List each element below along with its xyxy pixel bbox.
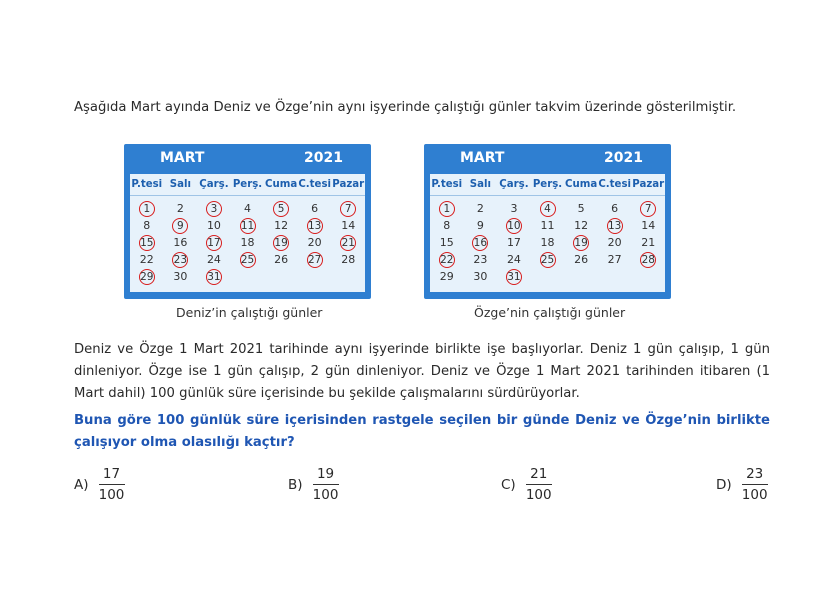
day-number: 30 [173, 270, 188, 283]
calendar-year: 2021 [604, 150, 643, 166]
day-cell [231, 234, 265, 251]
weekday-header-row [430, 174, 665, 196]
day-cell-circled [531, 251, 565, 268]
day-number: 10 [206, 219, 221, 232]
option-letter: A) [74, 476, 89, 493]
day-number: 12 [574, 219, 589, 232]
weekday-label: Çarş. [499, 179, 529, 190]
day-cell [564, 200, 598, 217]
option-letter: D) [716, 476, 732, 493]
day-number: 6 [611, 202, 619, 215]
calendar-grid [130, 174, 365, 292]
day-cell [497, 234, 531, 251]
option-fraction [99, 466, 125, 503]
fraction-numerator: 23 [746, 466, 764, 482]
weekday-label: Çarş. [199, 179, 229, 190]
day-number: 6 [311, 202, 319, 215]
day-number: 24 [506, 253, 521, 266]
day-number: 29 [439, 270, 454, 283]
day-cell-circled [298, 217, 332, 234]
weekday-label: Salı [169, 179, 191, 190]
calendar-year: 2021 [304, 150, 343, 166]
day-number: 10 [507, 220, 521, 232]
day-cell [564, 217, 598, 234]
day-cell-circled [331, 200, 365, 217]
day-number: 2 [176, 202, 184, 215]
day-number: 20 [307, 236, 322, 249]
day-cell [531, 217, 565, 234]
day-cell [298, 234, 332, 251]
day-number: 8 [143, 219, 151, 232]
day-number: 9 [476, 219, 484, 232]
calendar-header [124, 150, 371, 168]
day-number: 19 [274, 237, 288, 249]
question-text: Buna göre 100 günlük süre içerisinden rastgele seçilen bir günde Deniz ve Özge’nin birlikte çalışıyor olma olasılığı kaçtır? [74, 413, 770, 450]
option-letter: C) [501, 476, 516, 493]
day-cell-circled [197, 200, 231, 217]
calendar-week-row [130, 217, 365, 234]
calendar-week-row [430, 200, 665, 217]
weekday-label: Perş. [232, 179, 263, 190]
day-number: 2 [476, 202, 484, 215]
day-cell-circled [231, 251, 265, 268]
day-cell [497, 251, 531, 268]
day-cell-circled [130, 268, 164, 285]
day-number: 14 [641, 219, 656, 232]
day-number: 16 [173, 236, 188, 249]
option-fraction [742, 466, 768, 503]
day-cell [430, 217, 464, 234]
day-cell [164, 234, 198, 251]
day-cell [497, 200, 531, 217]
weekday-label: C.tesi [598, 179, 632, 190]
day-cell-circled [331, 234, 365, 251]
day-cell [430, 234, 464, 251]
option-d[interactable] [716, 466, 768, 503]
day-cell-circled [231, 217, 265, 234]
calendar-week-row [130, 234, 365, 251]
day-cell-circled [631, 251, 665, 268]
weekday-header-row [130, 174, 365, 196]
day-number: 4 [540, 201, 556, 217]
weekday-label: C.tesi [298, 179, 332, 190]
day-number: 22 [440, 254, 454, 266]
option-a[interactable] [74, 466, 125, 503]
day-cell-circled [130, 234, 164, 251]
fraction-numerator: 17 [102, 466, 121, 482]
weekday-label: Cuma [264, 179, 298, 190]
day-cell [197, 251, 231, 268]
calendar-week-row [130, 200, 365, 217]
day-cell [130, 217, 164, 234]
day-number: 7 [340, 201, 356, 217]
day-number: 15 [140, 237, 154, 249]
day-number: 11 [240, 220, 255, 232]
calendar-grid [430, 174, 665, 292]
calendar-month: MART [160, 150, 205, 166]
day-number: 30 [473, 270, 488, 283]
calendar-week-row [130, 268, 365, 285]
calendar-week-row [430, 234, 665, 251]
day-number: 22 [139, 253, 154, 266]
day-number: 25 [240, 254, 255, 266]
day-cell [164, 200, 198, 217]
day-number: 16 [473, 237, 488, 249]
day-number: 27 [307, 254, 322, 266]
option-fraction [313, 466, 339, 503]
day-cell [598, 234, 632, 251]
calendar-week-row [430, 217, 665, 234]
calendar-deniz [124, 144, 371, 299]
day-cell-circled [130, 200, 164, 217]
day-number: 21 [341, 237, 355, 249]
calendar-week-row [430, 251, 665, 268]
fraction-denominator: 100 [312, 487, 339, 503]
fraction-denominator: 100 [98, 487, 125, 503]
day-cell-circled [197, 234, 231, 251]
day-cell-circled [197, 268, 231, 285]
day-number: 21 [641, 236, 656, 249]
day-number: 18 [240, 236, 255, 249]
day-number: 31 [507, 271, 521, 283]
weekday-label: Cuma [564, 179, 598, 190]
day-cell [331, 251, 365, 268]
day-number: 17 [207, 237, 221, 249]
day-cell [631, 234, 665, 251]
day-number: 25 [540, 254, 555, 266]
day-cell-circled [564, 234, 598, 251]
day-number: 1 [139, 201, 155, 217]
day-number: 3 [510, 202, 518, 215]
fraction-denominator: 100 [525, 487, 552, 503]
fraction-denominator: 100 [741, 487, 768, 503]
day-number: 28 [341, 253, 356, 266]
calendar-header [424, 150, 671, 168]
day-number: 19 [574, 237, 588, 249]
day-cell [564, 251, 598, 268]
weekday-label: Pazar [332, 179, 365, 190]
weekday-label: Perş. [532, 179, 563, 190]
weekday-label: P.tesi [131, 179, 163, 190]
day-cell-circled [430, 251, 464, 268]
day-number: 23 [473, 253, 488, 266]
calendar-ozge [424, 144, 671, 299]
day-cell-circled [264, 234, 298, 251]
day-cell [164, 268, 198, 285]
day-cell [130, 251, 164, 268]
day-cell-circled [497, 217, 531, 234]
calendar-caption-deniz: Deniz’in çalıştığı günler [176, 305, 323, 320]
day-number: 20 [607, 236, 622, 249]
problem-paragraph: Deniz ve Özge 1 Mart 2021 tarihinde aynı işyerinde birlikte işe başlıyorlar. Deniz 1 gün çalışıp, 1 gün dinleniyor. Özge ise 1 gün çalışıp, 2 gün dinleniyor. Deniz ve Özge 1 Mart 2021 tarihinden itibaren (1 Mart dahil) 100 günlük süre içerisinde bu şekilde çalışmalarını sürdürüyorlar. [74, 342, 770, 401]
day-cell [298, 200, 332, 217]
day-cell-circled [164, 217, 198, 234]
fraction-numerator: 19 [316, 466, 335, 482]
calendar-caption-ozge: Özge’nin çalıştığı günler [474, 305, 626, 320]
option-fraction [526, 466, 552, 503]
option-c[interactable] [501, 466, 552, 503]
day-number: 5 [577, 202, 585, 215]
day-cell-circled [464, 234, 498, 251]
fraction-numerator: 21 [530, 466, 548, 482]
day-cell-circled [298, 251, 332, 268]
option-b[interactable] [288, 466, 339, 503]
day-number: 5 [273, 201, 289, 217]
day-cell-circled [598, 217, 632, 234]
day-number: 13 [607, 220, 622, 232]
day-cell [531, 234, 565, 251]
day-number: 26 [574, 253, 589, 266]
day-number: 28 [641, 254, 655, 266]
calendar-week-row [430, 268, 665, 285]
day-number: 11 [540, 219, 555, 232]
day-number: 17 [506, 236, 521, 249]
day-cell [464, 217, 498, 234]
day-number: 29 [140, 271, 154, 283]
day-number: 24 [206, 253, 221, 266]
day-cell [631, 217, 665, 234]
day-cell [464, 200, 498, 217]
calendar-week-row [130, 251, 365, 268]
day-number: 4 [244, 202, 252, 215]
day-cell [331, 217, 365, 234]
weekday-label: Salı [469, 179, 491, 190]
day-cell-circled [631, 200, 665, 217]
day-cell-circled [497, 268, 531, 285]
option-letter: B) [288, 476, 303, 493]
day-number: 12 [274, 219, 289, 232]
day-number: 7 [640, 201, 656, 217]
day-cell [264, 217, 298, 234]
day-number: 15 [439, 236, 454, 249]
day-cell [464, 251, 498, 268]
day-number: 26 [274, 253, 289, 266]
day-cell [264, 251, 298, 268]
day-number: 18 [540, 236, 555, 249]
day-number: 14 [341, 219, 356, 232]
day-number: 13 [307, 220, 322, 232]
day-cell [598, 251, 632, 268]
day-cell [231, 200, 265, 217]
day-number: 1 [439, 201, 455, 217]
day-cell [197, 217, 231, 234]
day-cell-circled [430, 200, 464, 217]
day-number: 27 [607, 253, 622, 266]
day-cell [464, 268, 498, 285]
day-number: 31 [207, 271, 221, 283]
day-number: 9 [172, 218, 188, 234]
weekday-label: Pazar [632, 179, 665, 190]
day-cell [598, 200, 632, 217]
day-cell-circled [531, 200, 565, 217]
weekday-label: P.tesi [431, 179, 463, 190]
day-cell [430, 268, 464, 285]
day-number: 8 [443, 219, 451, 232]
day-number: 3 [206, 201, 222, 217]
calendar-month: MART [460, 150, 505, 166]
day-number: 23 [173, 254, 188, 266]
day-cell-circled [164, 251, 198, 268]
day-cell-circled [264, 200, 298, 217]
intro-text: Aşağıda Mart ayında Deniz ve Özge’nin aynı işyerinde çalıştığı günler takvim üzerinde gösterilmiştir. [74, 100, 737, 115]
